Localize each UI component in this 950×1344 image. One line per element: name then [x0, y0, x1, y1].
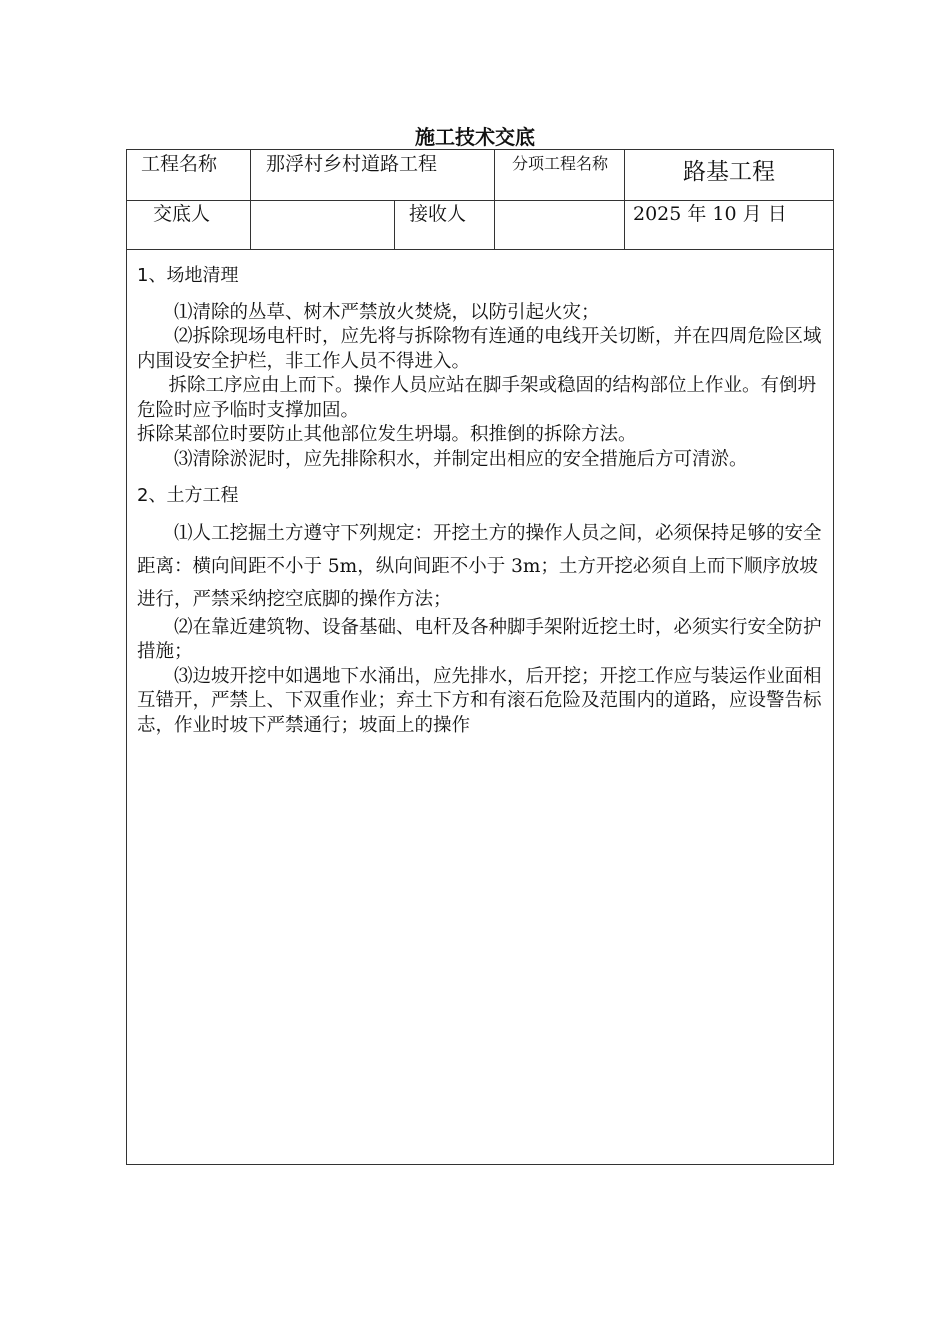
- row-divider-2: [127, 249, 833, 250]
- sub-project-label: 分项工程名称: [511, 154, 608, 173]
- section-1-heading: 1、场地清理: [137, 265, 239, 286]
- section-1-paragraph-4: 拆除某部位时要防止其他部位发生坍塌。积推倒的拆除方法。: [137, 424, 637, 445]
- receiver-label: 接收人: [409, 203, 467, 225]
- disclosure-content: [137, 262, 825, 738]
- project-name-label: 工程名称: [141, 153, 218, 175]
- col-divider-1: [250, 150, 251, 249]
- sub-project-value: 路基工程: [683, 159, 775, 185]
- section-1-item-3: ⑶清除淤泥时，应先排除积水，并制定出相应的安全措施后方可清淤。: [174, 448, 748, 470]
- section-1-paragraph-3: 拆除工序应由上而下。操作人员应站在脚手架或稳固的结构部位上作业。有倒坍危险时应予临时支撑加固。: [137, 375, 816, 421]
- disclosure-date: 2025 年 10 月 日: [633, 203, 787, 225]
- section-2-heading: 2、土方工程: [137, 485, 239, 506]
- section-1-item-1: ⑴清除的丛草、树木严禁放火焚烧，以防引起火灾；: [174, 301, 600, 323]
- project-name-value: 那浮村乡村道路工程: [266, 153, 438, 175]
- section-2-item-2: ⑵在靠近建筑物、设备基础、电杆及各种脚手架附近挖土时，必须实行安全防护措施；: [137, 616, 822, 662]
- col-divider-2: [394, 200, 395, 249]
- disclosure-table: [126, 149, 834, 1165]
- row-divider-1: [127, 200, 833, 201]
- section-2-item-1: ⑴人工挖掘土方遵守下列规定：开挖土方的操作人员之间，必须保持足够的安全距离：横向间距不小于 5m，纵向间距不小于 3m；土方开挖必须自上而下顺序放坡进行，严禁采纳挖空底脚的操作方法；: [137, 522, 822, 610]
- discloser-label: 交底人: [153, 203, 211, 225]
- col-divider-3: [494, 150, 495, 249]
- section-1-item-2: ⑵拆除现场电杆时，应先将与拆除物有连通的电线开关切断，并在四周危险区域内围设安全护栏，非工作人员不得进入。: [137, 326, 822, 372]
- document-title: 施工技术交底: [415, 125, 535, 149]
- section-2-item-3: ⑶边坡开挖中如遇地下水涌出，应先排水，后开挖；开挖工作应与装运作业面相互错开，严禁上、下双重作业；弃土下方和有滚石危险及范围内的道路，应设警告标志，作业时坡下严禁通行；坡面上的操作: [137, 665, 822, 736]
